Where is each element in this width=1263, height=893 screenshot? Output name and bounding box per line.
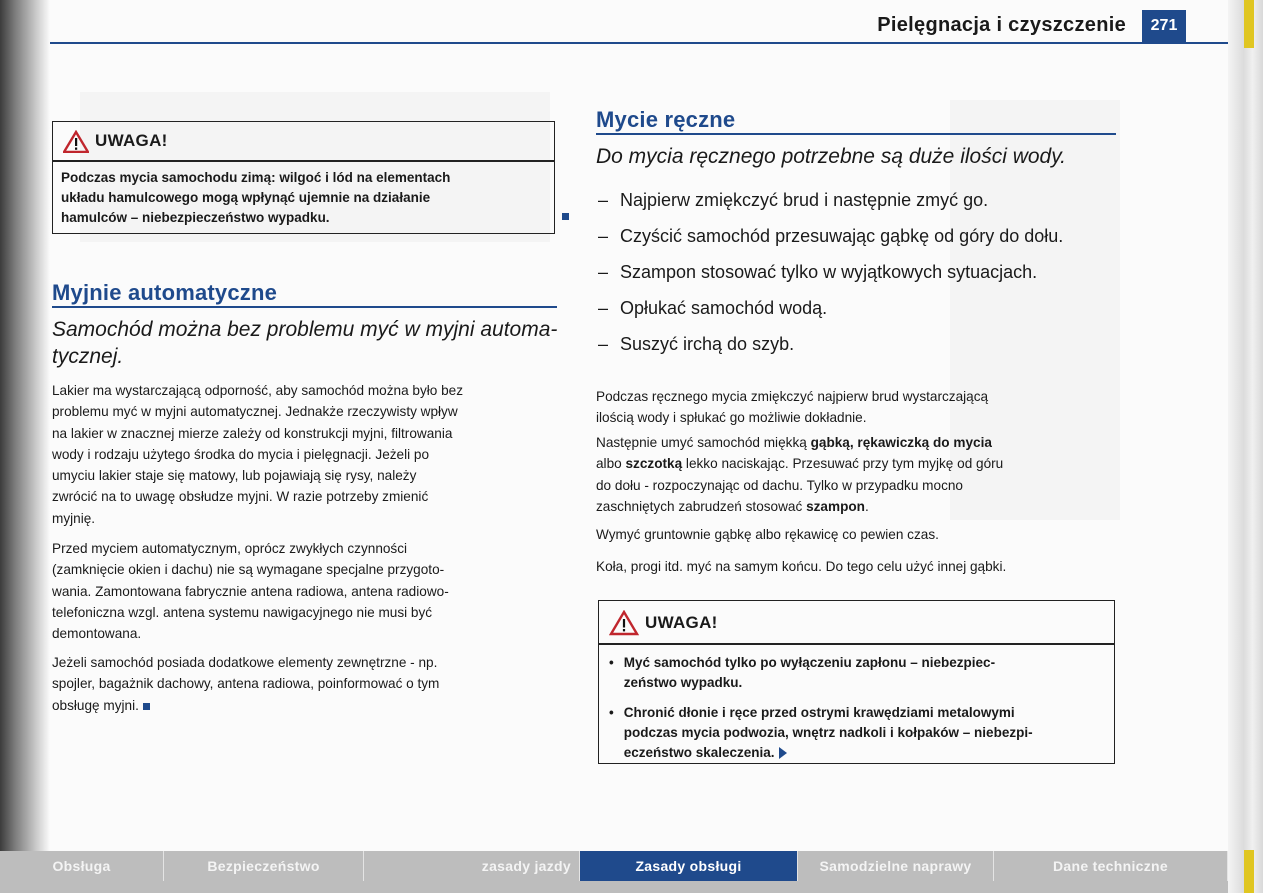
warning-item: • Chronić dłonie i ręce przed ostrymi krawędziami metalowymi podczas mycia podwozia, wnętrz nadkoli i kołpaków – niebezpi- eczeństwo skaleczenia. — [609, 704, 1033, 760]
warning-text — [599, 645, 1114, 763]
automatic-wash-intro: Samochód można bez problemu myć w myjni automa- tycznej. — [52, 318, 558, 368]
warning-item: • Myć samochód tylko po wyłączeniu zapłonu – niebezpiec- zeństwo wypadku. — [609, 654, 996, 690]
list-item: – Najpierw zmiękczyć brud i następnie zmyć go. — [598, 190, 989, 210]
bottom-edge-marker — [1244, 850, 1254, 893]
tab-zasady-jazdy[interactable]: zasady jazdy — [364, 851, 580, 881]
tab-samodzielne-naprawy[interactable]: Samodzielne naprawy — [798, 851, 994, 881]
continue-arrow-icon — [779, 747, 787, 759]
hand-wash-warning-box — [598, 600, 1115, 764]
paragraph-wheels: Koła, progi itd. myć na samym końcu. Do tego celu użyć innej gąbki. — [596, 559, 1007, 574]
paragraph-rinse-sponge: Wymyć gruntownie gąbkę albo rękawicę co pewien czas. — [596, 527, 939, 542]
end-of-section-marker — [143, 703, 150, 710]
header-rule — [50, 42, 1228, 44]
warning-heading: UWAGA! — [645, 613, 718, 632]
section-rule — [52, 306, 557, 308]
warning-text: Podczas mycia samochodu zimą: wilgoć i lód na elementach układu hamulcowego mogą wpłynąć ujemnie na działanie hamulców – niebezpieczeństwo wypadku. — [61, 169, 451, 225]
brake-warning-box — [52, 121, 555, 234]
warning-header — [599, 601, 1114, 637]
section-title-hand-wash: Mycie ręczne — [596, 107, 736, 132]
list-item: – Suszyć irchą do szyb. — [598, 334, 795, 354]
tab-bezpieczenstwo[interactable]: Bezpieczeństwo — [164, 851, 364, 881]
list-item: – Szampon stosować tylko w wyjątkowych sytuacjach. — [598, 262, 1038, 282]
tab-dane-techniczne[interactable]: Dane techniczne — [994, 851, 1228, 881]
page-number: 271 — [1142, 10, 1186, 42]
page-edge — [1228, 0, 1263, 893]
end-of-section-marker — [562, 213, 569, 220]
paragraph-accessories: Jeżeli samochód posiada dodatkowe elementy zewnętrzne - np. spojler, bagażnik dachowy, antena radiowa, poinformować o tym obsługę myjni. — [52, 655, 440, 713]
warning-header — [53, 122, 554, 154]
chapter-tab-bar — [0, 851, 1228, 893]
hand-wash-intro: Do mycia ręcznego potrzebne są duże ilości wody. — [596, 145, 1067, 168]
book-gutter-shadow — [0, 0, 50, 893]
tab-zasady-obslugi[interactable]: Zasady obsługi — [580, 851, 798, 881]
page-header-title: Pielęgnacja i czyszczenie — [877, 14, 1126, 36]
paragraph-soften-dirt: Podczas ręcznego mycia zmiękczyć najpierw brud wystarczającą ilością wody i spłukać go możliwie dokładnie. — [596, 389, 989, 426]
list-item: – Czyścić samochód przesuwając gąbkę od góry do dołu. — [598, 226, 1064, 246]
paragraph-wash-method: Następnie umyć samochód miękką gąbką, rękawiczką do mycia albo szczotką lekko naciskając. Przesuwać przy tym myjkę od góru do dołu - rozpoczynając od dachu. Tylko w przypadku mocno zaschniętych zabrudzeń stosować szampon. — [596, 435, 1004, 514]
paragraph-preparation: Przed myciem automatycznym, oprócz zwykłych czynności (zamknięcie okien i dachu) nie są wymagane specjalne przygoto- wania. Zamontowana fabrycznie antena radiowa, antena radiowo- telefoniczna wzgl. antena systemu nawigacyjnego nie musi być demontowana. — [52, 541, 449, 642]
warning-triangle-icon — [63, 130, 89, 153]
list-item: – Opłukać samochód wodą. — [598, 298, 828, 318]
section-rule — [596, 133, 1116, 135]
paragraph-lacquer: Lakier ma wystarczającą odporność, aby samochód można było bez problemu myć w myjni automatycznej. Jednakże rzeczywisty wpływ na lakier w znacznej mierze zależy od konstrukcji myjni, filtrowania wody i rodzaju użytego środka do mycia i pielęgnacji. Jeżeli po umyciu lakier staje się matowy, lub pojawiają się rysy, należy zwrócić na to uwagę obsłudze myjni. W razie potrzeby zmienić myjnię. — [52, 383, 464, 526]
section-title-automatic-wash: Myjnie automatyczne — [52, 280, 278, 305]
top-edge-marker — [1244, 0, 1254, 48]
tab-obsluga[interactable]: Obsługa — [0, 851, 164, 881]
warning-heading: UWAGA! — [95, 131, 168, 150]
warning-triangle-icon — [609, 610, 639, 636]
